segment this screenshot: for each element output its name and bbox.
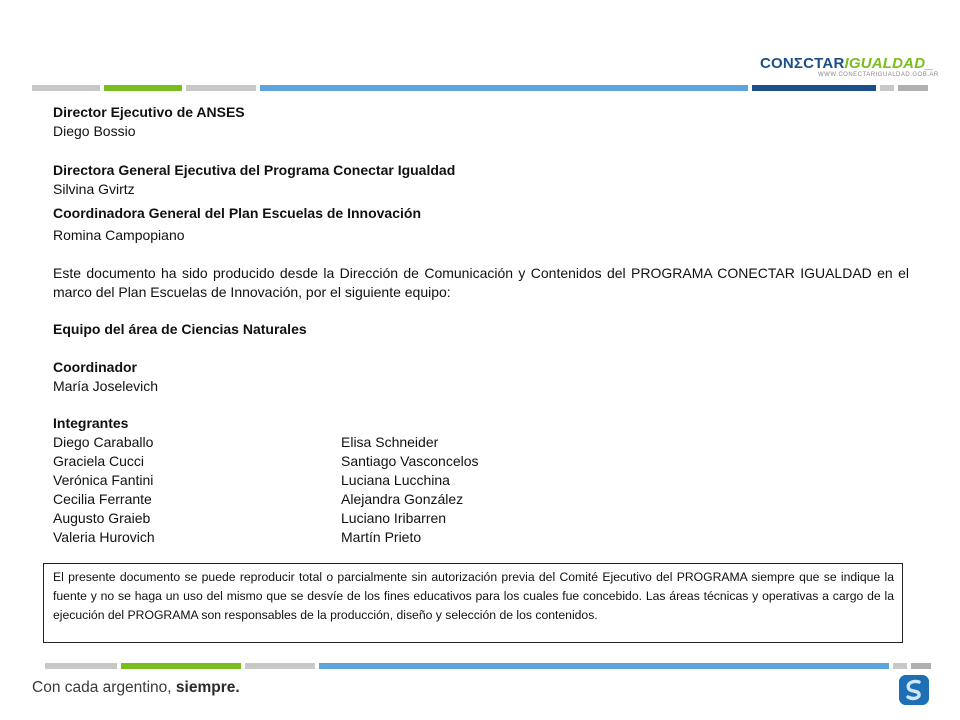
member-name: Verónica Fantini	[53, 472, 154, 488]
logo-part1: CONΣCTAR	[760, 55, 845, 72]
director-title: Director Ejecutivo de ANSES	[53, 104, 245, 120]
slogan-bold: siempre.	[175, 679, 240, 696]
coordinator-name: María Joselevich	[53, 378, 159, 394]
member-name: Elisa Schneider	[341, 434, 439, 450]
footer-slogan	[32, 679, 240, 697]
member-name: Alejandra González	[341, 491, 464, 507]
anses-logo-icon	[899, 675, 929, 705]
directora-title: Directora General Ejecutiva del Programa Conectar Igualdad	[53, 162, 456, 178]
member-name: Luciano Iribarren	[341, 510, 447, 526]
member-name: Martín Prieto	[341, 529, 422, 545]
slogan-regular: Con cada argentino,	[32, 679, 176, 696]
anses-symbol-icon	[899, 675, 929, 705]
member-name: Diego Caraballo	[53, 434, 154, 450]
member-name: Luciana Lucchina	[341, 472, 450, 488]
logo-url: WWW.CONECTARIGUALDAD.GOB.AR	[818, 72, 939, 78]
member-name: Augusto Graieb	[53, 510, 151, 526]
member-name: Valeria Hurovich	[53, 529, 155, 545]
directora-name: Silvina Gvirtz	[53, 181, 135, 197]
reproduction-notice: El presente documento se puede reproducir total o parcialmente sin autorización previa del Comité Ejecutivo del PROGRAMA siempre que se indique la fuente y no se haga un uso del mismo que se desvíe de los fines educativos para los cuales fue concebido. Las áreas técnicas y operativas a cargo de la ejecución del PROGRAMA son responsables de la producción, diseño y selección de los contenidos.	[43, 563, 903, 643]
intro-paragraph: Este documento ha sido producido desde la Dirección de Comunicación y Contenidos del PROGRAMA CONECTAR IGUALDAD en el marco del Plan Escuelas de Innovación, por el siguiente equipo:	[53, 265, 909, 300]
member-name: Cecilia Ferrante	[53, 491, 152, 507]
coordinator-title: Coordinador	[53, 359, 137, 375]
members-title: Integrantes	[53, 415, 129, 431]
member-name: Santiago Vasconcelos	[341, 453, 479, 469]
coord-general-name: Romina Campopiano	[53, 227, 185, 243]
logo-wordmark	[760, 55, 934, 72]
conectar-igualdad-logo	[760, 55, 939, 82]
team-title: Equipo del área de Ciencias Naturales	[53, 321, 307, 337]
logo-part2: IGUALDAD_	[844, 55, 934, 72]
member-name: Graciela Cucci	[53, 453, 145, 469]
credits-content	[53, 103, 909, 547]
members-list	[53, 433, 909, 547]
coord-general-title: Coordinadora General del Plan Escuelas de Innovación	[53, 205, 421, 221]
director-name: Diego Bossio	[53, 123, 136, 139]
